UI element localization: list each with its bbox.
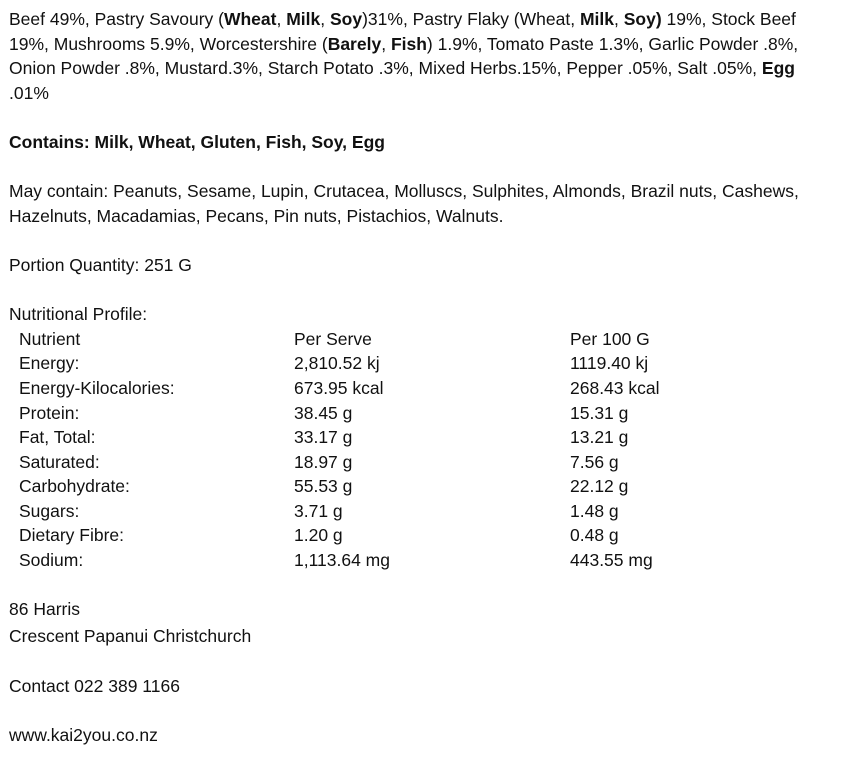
website-url: www.kai2you.co.nz	[9, 724, 158, 745]
ingredient-text: 19%, Stock Beef 19%, Mushrooms 5.9%, Worcestershire (	[9, 9, 796, 54]
nutrient-per-100g: 1119.40 kj	[570, 353, 649, 374]
nutrient-per-100g: 13.21 g	[570, 427, 629, 448]
ingredient-text: Beef 49%, Pastry Savoury (	[9, 9, 224, 29]
ingredient-allergen-bold: Soy	[329, 9, 363, 29]
nutrient-per-serve: 38.45 g	[294, 402, 353, 423]
spacer	[9, 649, 835, 674]
nutrition-row	[19, 450, 830, 475]
nutrient-per-serve: 18.97 g	[294, 451, 353, 472]
ingredient-text: )31%, Pastry Flaky (Wheat,	[362, 9, 580, 29]
nutrient-name: Saturated:	[19, 451, 100, 472]
ingredient-text: ,	[381, 33, 391, 54]
spacer	[9, 155, 835, 180]
ingredient-allergen-bold: Fish	[390, 33, 427, 54]
nutrient-name: Fat, Total:	[19, 427, 96, 448]
ingredient-text: ) 1.9%, Tomato Paste 1.3%, Garlic Powder .8%, Onion Powder .8%, Mustard.3%, Starch Potato .3%, Mixed Herbs.15%, Pepper .05%, Salt .05%,	[9, 33, 799, 79]
ingredient-allergen-bold: Wheat	[223, 9, 277, 29]
spacer	[9, 698, 835, 723]
nutrient-name: Sodium:	[19, 550, 84, 571]
nutrient-per-serve: 1,113.64 mg	[294, 550, 390, 571]
spacer	[9, 228, 835, 253]
nutrient-name: Energy-Kilocalories:	[19, 377, 175, 398]
address-line-1: 86 Harris	[9, 599, 80, 620]
nutrition-row	[19, 548, 830, 573]
nutrition-row	[19, 425, 830, 450]
nutrient-per-100g: 0.48 g	[570, 525, 619, 546]
nutrient-name: Energy:	[19, 353, 80, 374]
nutrient-per-100g: 1.48 g	[570, 500, 619, 521]
nutrient-per-100g: 268.43 kcal	[570, 377, 660, 398]
ingredient-text: .01%	[9, 82, 49, 103]
contains-allergens-text: Contains: Milk, Wheat, Gluten, Fish, Soy, Egg	[9, 131, 385, 152]
nutrient-per-serve: 1.20 g	[294, 525, 343, 546]
spacer	[9, 573, 835, 598]
ingredient-text: ,	[613, 9, 624, 29]
nutrient-per-100g: 443.55 mg	[570, 550, 653, 571]
contains-allergens	[9, 130, 835, 155]
ingredient-allergen-bold: Barely	[327, 33, 382, 54]
nutrition-row	[19, 351, 830, 376]
nutrition-row	[19, 401, 830, 426]
spacer	[9, 105, 835, 130]
ingredient-allergen-bold: Egg	[761, 58, 795, 79]
header-nutrient: Nutrient	[19, 328, 81, 349]
nutrition-row	[19, 499, 830, 524]
nutrient-name: Carbohydrate:	[19, 476, 130, 497]
nutrient-name: Sugars:	[19, 500, 80, 521]
nutrient-per-100g: 15.31 g	[570, 402, 629, 423]
ingredients-paragraph	[9, 7, 835, 105]
ingredient-allergen-bold: Milk	[579, 9, 614, 29]
ingredient-text: ,	[320, 9, 330, 29]
ingredient-text: ,	[276, 9, 287, 29]
nutrition-row	[19, 474, 830, 499]
header-per-serve: Per Serve	[294, 328, 372, 349]
nutrition-row	[19, 376, 830, 401]
contact-phone: Contact 022 389 1166	[9, 675, 180, 696]
ingredient-allergen-bold: Milk	[286, 9, 321, 29]
nutrition-heading: Nutritional Profile:	[9, 304, 148, 325]
may-contain-allergens: May contain: Peanuts, Sesame, Lupin, Crutacea, Molluscs, Sulphites, Almonds, Brazil nuts, Cashews, Hazelnuts, Macadamias, Pecans, Pin nuts, Pistachios, Walnuts.	[9, 181, 799, 226]
portion-quantity: Portion Quantity: 251 G	[9, 254, 192, 275]
spacer	[9, 278, 835, 303]
nutrient-per-serve: 33.17 g	[294, 427, 353, 448]
nutrient-per-100g: 22.12 g	[570, 476, 629, 497]
nutrient-per-serve: 673.95 kcal	[294, 377, 384, 398]
header-per-100g: Per 100 G	[570, 328, 650, 349]
nutrient-name: Protein:	[19, 402, 80, 423]
nutrition-table	[19, 327, 830, 573]
nutrition-table-header-row	[19, 327, 830, 352]
nutrient-per-serve: 3.71 g	[294, 500, 343, 521]
nutrient-per-100g: 7.56 g	[570, 451, 619, 472]
nutrient-per-serve: 2,810.52 kj	[294, 353, 380, 374]
nutrient-per-serve: 55.53 g	[294, 476, 353, 497]
address-line-2: Crescent Papanui Christchurch	[9, 626, 252, 647]
nutrient-name: Dietary Fibre:	[19, 525, 125, 546]
nutrition-row	[19, 523, 830, 548]
ingredient-allergen-bold: Soy)	[623, 9, 662, 29]
